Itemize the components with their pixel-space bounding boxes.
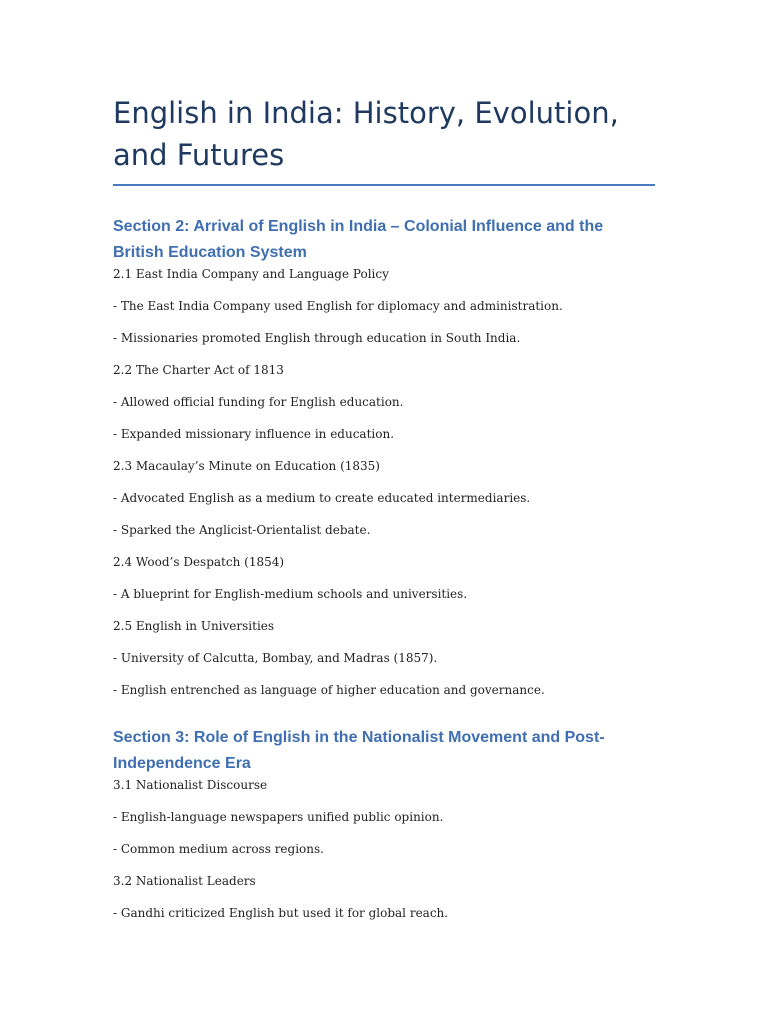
bullet-line: - A blueprint for English-medium schools and universities. [113,587,468,601]
document-title: English in India: History, Evolution, and Futures [113,96,619,172]
subsection-heading: 2.4 Wood’s Despatch (1854) [113,555,285,569]
bullet-line: - Missionaries promoted English through education in South India. [113,331,521,345]
subsection-heading: 2.2 The Charter Act of 1813 [113,363,284,377]
section-3 [113,725,655,921]
subsection-heading: 2.5 English in Universities [113,619,275,633]
bullet-line: - English entrenched as language of higher education and governance. [113,683,545,697]
section-heading: Section 2: Arrival of English in India – Colonial Influence and the British Education System [113,218,604,261]
bullet-line: - English-language newspapers unified public opinion. [113,810,444,824]
title-divider [113,184,655,186]
subsection-heading: 2.3 Macaulay’s Minute on Education (1835) [113,459,380,473]
bullet-line: - Expanded missionary influence in education. [113,427,395,441]
subsection-heading: 3.2 Nationalist Leaders [113,874,256,888]
bullet-line: - Common medium across regions. [113,842,324,856]
bullet-line: - Sparked the Anglicist-Orientalist debate. [113,523,371,537]
document-page [113,92,655,921]
bullet-line: - Gandhi criticized English but used it for global reach. [113,906,449,920]
section-heading: Section 3: Role of English in the Nationalist Movement and Post-Independence Era [113,729,605,772]
section-2 [113,214,655,698]
bullet-line: - Advocated English as a medium to create educated intermediaries. [113,491,531,505]
bullet-line: - University of Calcutta, Bombay, and Madras (1857). [113,651,438,665]
bullet-line: - Allowed official funding for English education. [113,395,404,409]
subsection-heading: 2.1 East India Company and Language Policy [113,267,389,281]
subsection-heading: 3.1 Nationalist Discourse [113,778,268,792]
bullet-line: - The East India Company used English for diplomacy and administration. [113,299,563,313]
